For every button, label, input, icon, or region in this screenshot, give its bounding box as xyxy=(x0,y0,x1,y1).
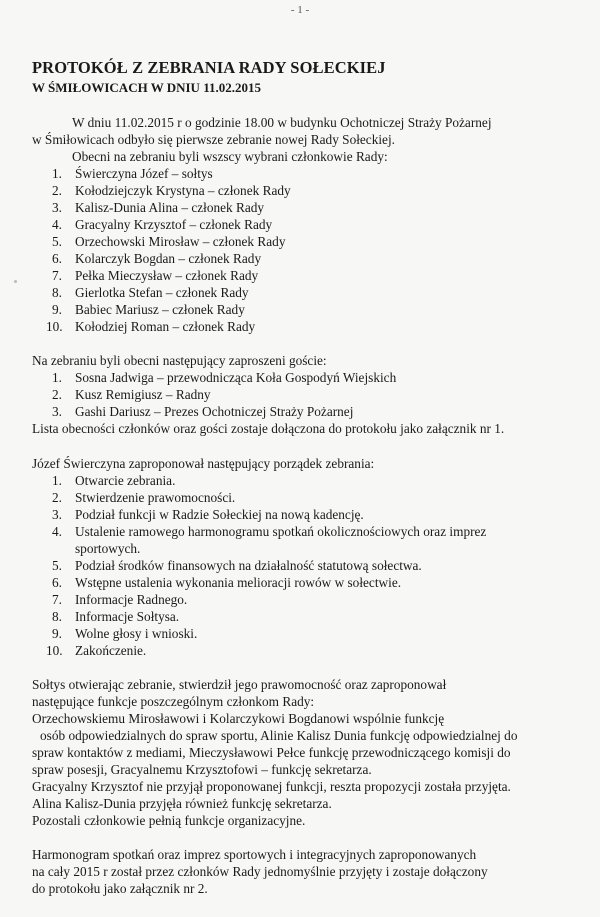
guest-item: Kusz Remigiusz – Radny xyxy=(75,387,211,402)
list-number: 8. xyxy=(52,609,62,624)
list-number: 9. xyxy=(52,626,62,641)
list-number: 6. xyxy=(52,575,62,590)
guests-intro: Na zebraniu byli obecni następujący zaproszeni goście: xyxy=(32,353,327,368)
list-number: 9. xyxy=(52,302,62,317)
list-number: 10. xyxy=(46,643,63,658)
paragraph-line: spraw posesji, Gracyalnemu Krzysztofowi – funkcję sekretarza. xyxy=(32,762,372,777)
list-number: 2. xyxy=(52,183,62,198)
attendance-note: Lista obecności członków oraz gości zostaje dołączona do protokołu jako załącznik nr 1. xyxy=(32,421,505,436)
member-item: Kalisz-Dunia Alina – członek Rady xyxy=(75,200,265,215)
member-item: Pełka Mieczysław – członek Rady xyxy=(75,268,259,283)
agenda-item: Podział środków finansowych na działalność statutową sołectwa. xyxy=(75,558,422,573)
paragraph-line: Orzechowskiemu Mirosławowi i Kolarczykowi Bogdanowi wspólnie funkcję xyxy=(32,711,445,726)
member-item: Kołodziejczyk Krystyna – członek Rady xyxy=(75,183,291,198)
member-item: Kołodziej Roman – członek Rady xyxy=(75,319,256,334)
paragraph-line: do protokołu jako załącznik nr 2. xyxy=(32,881,208,896)
list-number: 1. xyxy=(52,166,62,181)
list-number: 7. xyxy=(52,268,62,283)
agenda-item: Stwierdzenie prawomocności. xyxy=(75,490,236,505)
agenda-item: Ustalenie ramowego harmonogramu spotkań okolicznościowych oraz imprez xyxy=(75,524,487,539)
scan-dot xyxy=(14,280,17,283)
member-item: Gierlotka Stefan – członek Rady xyxy=(75,285,249,300)
intro-line: W dniu 11.02.2015 r o godzinie 18.00 w budynku Ochotniczej Straży Pożarnej xyxy=(72,115,492,130)
list-number: 3. xyxy=(52,507,62,522)
agenda-item: Informacje Radnego. xyxy=(75,592,188,607)
agenda-item-continuation: sportowych. xyxy=(75,541,141,556)
paragraph-line: Harmonogram spotkań oraz imprez sportowych i integracyjnych zaproponowanych xyxy=(32,847,477,862)
agenda-item: Wstępne ustalenia wykonania melioracji rowów w sołectwie. xyxy=(75,575,402,590)
member-item: Babiec Mariusz – członek Rady xyxy=(75,302,245,317)
paragraph-line: Gracyalny Krzysztof nie przyjął proponowanej funkcji, reszta propozycji została przyjęta. xyxy=(32,779,511,794)
intro-line: w Śmiłowicach odbyło się pierwsze zebranie nowej Rady Sołeckiej. xyxy=(32,132,395,147)
guest-item: Sosna Jadwiga – przewodnicząca Koła Gospodyń Wiejskich xyxy=(75,370,397,385)
list-number: 1. xyxy=(52,370,62,385)
member-item: Świerczyna Józef – sołtys xyxy=(75,166,213,181)
agenda-intro: Józef Świerczyna zaproponował następujący porządek zebrania: xyxy=(32,456,375,471)
list-number: 7. xyxy=(52,592,62,607)
list-number: 3. xyxy=(52,200,62,215)
document-subtitle: W ŚMIŁOWICACH W DNIU 11.02.2015 xyxy=(32,80,261,95)
paragraph-line: Alina Kalisz-Dunia przyjęła również funkcję sekretarza. xyxy=(32,796,332,811)
list-number: 2. xyxy=(52,387,62,402)
paragraph-line: Pozostali członkowie pełnią funkcje organizacyjne. xyxy=(32,813,306,828)
guest-item: Gashi Dariusz – Prezes Ochotniczej Straży Pożarnej xyxy=(75,404,354,419)
document-title: PROTOKÓŁ Z ZEBRANIA RADY SOŁECKIEJ xyxy=(32,58,386,77)
list-number: 4. xyxy=(52,217,62,232)
paragraph-line: następujące funkcje poszczególnym członkom Rady: xyxy=(32,694,315,709)
agenda-item: Informacje Sołtysa. xyxy=(75,609,180,624)
paragraph-line: Sołtys otwierając zebranie, stwierdził jego prawomocność oraz zaproponował xyxy=(32,677,447,692)
list-number: 3. xyxy=(52,404,62,419)
member-item: Kolarczyk Bogdan – członek Rady xyxy=(75,251,262,266)
list-number: 2. xyxy=(52,490,62,505)
paragraph-line: spraw kontaktów z mediami, Mieczysławowi Pełce funkcję przewodniczącego komisji do xyxy=(32,745,511,760)
agenda-item: Zakończenie. xyxy=(75,643,147,658)
agenda-item: Podział funkcji w Radzie Sołeckiej na nową kadencję. xyxy=(75,507,364,522)
member-item: Gracyalny Krzysztof – członek Rady xyxy=(75,217,273,232)
paragraph-line: osób odpowiedzialnych do spraw sportu, Alinie Kalisz Dunia funkcję odpowiedzialnej do xyxy=(40,728,518,743)
list-number: 8. xyxy=(52,285,62,300)
agenda-item: Wolne głosy i wnioski. xyxy=(75,626,198,641)
page-number: - 1 - xyxy=(290,4,310,16)
list-number: 5. xyxy=(52,234,62,249)
list-number: 10. xyxy=(46,319,63,334)
list-number: 6. xyxy=(52,251,62,266)
list-number: 4. xyxy=(52,524,62,539)
intro-line: Obecni na zebraniu byli wszscy wybrani członkowie Rady: xyxy=(72,149,388,164)
paragraph-line: na cały 2015 r został przez członków Rady jednomyślnie przyjęty i zostaje dołączony xyxy=(32,864,488,879)
agenda-item: Otwarcie zebrania. xyxy=(75,473,176,488)
list-number: 5. xyxy=(52,558,62,573)
member-item: Orzechowski Mirosław – członek Rady xyxy=(75,234,286,249)
list-number: 1. xyxy=(52,473,62,488)
